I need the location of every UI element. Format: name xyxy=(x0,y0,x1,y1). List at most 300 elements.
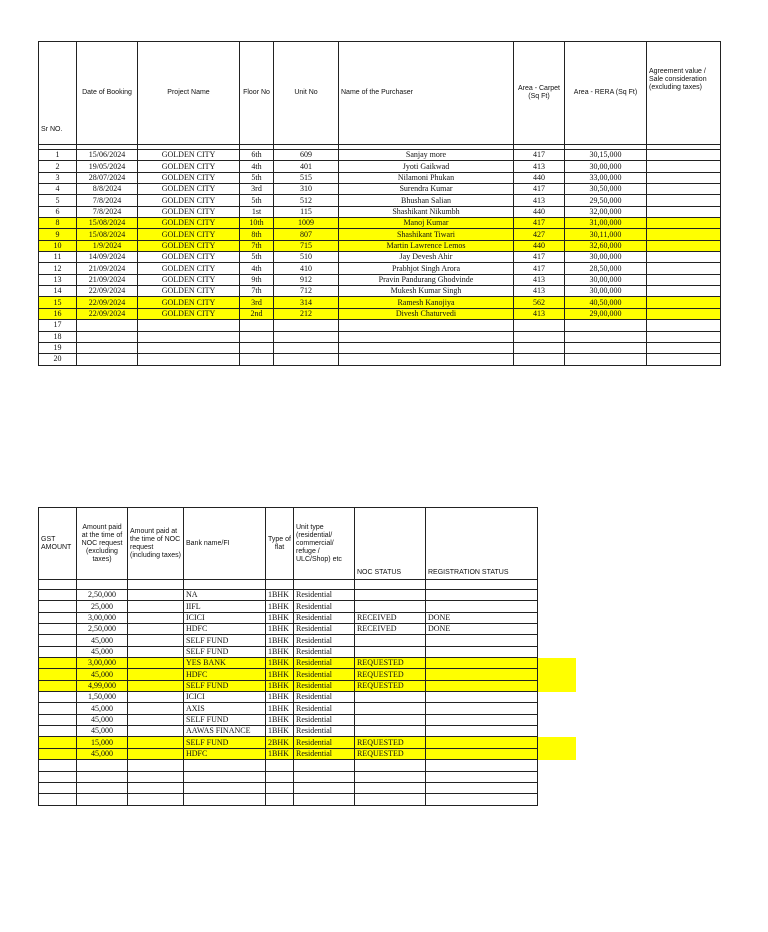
cell-unit xyxy=(274,354,339,365)
cell-sr-no: 8 xyxy=(39,218,77,229)
cell-sr-no: 13 xyxy=(39,274,77,285)
highlight-band xyxy=(538,658,576,669)
cell-bank-name: AXIS xyxy=(184,703,266,714)
table-row xyxy=(39,218,721,229)
cell-amount-paid-incl xyxy=(128,646,184,657)
cell-registration-status xyxy=(426,680,538,691)
cell-flat-type: 1BHK xyxy=(266,748,294,759)
cell-area-rera xyxy=(565,331,647,342)
cell-area-carpet: 440 xyxy=(514,206,565,217)
table-row xyxy=(39,726,538,737)
cell-area-carpet: 417 xyxy=(514,263,565,274)
cell-amount-paid xyxy=(77,794,128,805)
cell-unit xyxy=(274,342,339,353)
cell-date: 21/09/2024 xyxy=(77,274,138,285)
cell-unit: 515 xyxy=(274,172,339,183)
cell-area-rera: 32,00,000 xyxy=(565,206,647,217)
table-row xyxy=(39,590,538,601)
cell-sr-no: 5 xyxy=(39,195,77,206)
table-row xyxy=(39,308,721,319)
cell-bank-name: SELF FUND xyxy=(184,714,266,725)
cell-date: 15/08/2024 xyxy=(77,218,138,229)
cell-floor: 4th xyxy=(240,263,274,274)
cell-unit-type: Residential xyxy=(294,624,355,635)
cell-bank-name: SELF FUND xyxy=(184,737,266,748)
cell-unit-type: Residential xyxy=(294,646,355,657)
table-row xyxy=(39,240,721,251)
cell-amount-paid-incl xyxy=(128,669,184,680)
cell-unit xyxy=(274,320,339,331)
table-row xyxy=(39,669,538,680)
cell-bank-name: SELF FUND xyxy=(184,635,266,646)
cell-gst-amount xyxy=(39,612,77,623)
cell-amount-paid-incl xyxy=(128,726,184,737)
cell-date: 19/05/2024 xyxy=(77,161,138,172)
cell-gst-amount xyxy=(39,771,77,782)
cell-floor: 7th xyxy=(240,286,274,297)
cell-project xyxy=(138,331,240,342)
cell-area-carpet: 562 xyxy=(514,297,565,308)
cell-area-carpet xyxy=(514,331,565,342)
cell-purchaser: Jyoti Gaikwad xyxy=(339,161,514,172)
cell-purchaser: Sanjay more xyxy=(339,150,514,161)
cell-unit: 609 xyxy=(274,150,339,161)
cell-floor: 5th xyxy=(240,195,274,206)
cell-registration-status xyxy=(426,714,538,725)
cell-bank-name: SELF FUND xyxy=(184,646,266,657)
cell-area-carpet: 413 xyxy=(514,195,565,206)
cell-floor xyxy=(240,354,274,365)
cell-flat-type: 2BHK xyxy=(266,737,294,748)
cell-amount-paid-incl xyxy=(128,680,184,691)
cell-bank-name xyxy=(184,760,266,771)
cell-area-rera: 32,60,000 xyxy=(565,240,647,251)
cell-area-rera: 31,00,000 xyxy=(565,218,647,229)
cell-amount-paid-incl xyxy=(128,771,184,782)
payments-header-row xyxy=(39,508,538,580)
cell-area-rera: 30,15,000 xyxy=(565,150,647,161)
cell-unit-type xyxy=(294,771,355,782)
cell-gst-amount xyxy=(39,590,77,601)
cell-agreement-value xyxy=(647,354,721,365)
cell-project: GOLDEN CITY xyxy=(138,263,240,274)
cell-sr-no: 10 xyxy=(39,240,77,251)
cell-registration-status xyxy=(426,590,538,601)
cell-unit-type: Residential xyxy=(294,737,355,748)
cell-unit: 912 xyxy=(274,274,339,285)
cell-bank-name: NA xyxy=(184,590,266,601)
cell-purchaser xyxy=(339,320,514,331)
cell-area-rera: 30,00,000 xyxy=(565,252,647,263)
cell-area-carpet: 413 xyxy=(514,308,565,319)
cell-date: 22/09/2024 xyxy=(77,286,138,297)
cell-gst-amount xyxy=(39,646,77,657)
cell-registration-status xyxy=(426,726,538,737)
cell-amount-paid: 45,000 xyxy=(77,714,128,725)
cell-registration-status xyxy=(426,692,538,703)
cell-area-carpet xyxy=(514,342,565,353)
cell-flat-type: 1BHK xyxy=(266,703,294,714)
cell-project: GOLDEN CITY xyxy=(138,240,240,251)
cell-purchaser: Surendra Kumar xyxy=(339,184,514,195)
cell-amount-paid: 45,000 xyxy=(77,635,128,646)
cell-gst-amount xyxy=(39,635,77,646)
cell-noc-status: RECEIVED xyxy=(355,612,426,623)
cell-amount-paid: 4,99,000 xyxy=(77,680,128,691)
cell-project xyxy=(138,342,240,353)
cell-date: 14/09/2024 xyxy=(77,252,138,263)
cell-unit: 807 xyxy=(274,229,339,240)
cell-noc-status: REQUESTED xyxy=(355,658,426,669)
cell-project: GOLDEN CITY xyxy=(138,297,240,308)
cell-amount-paid: 15,000 xyxy=(77,737,128,748)
cell-amount-paid: 2,50,000 xyxy=(77,624,128,635)
cell-floor: 3rd xyxy=(240,184,274,195)
cell-unit: 1009 xyxy=(274,218,339,229)
cell-flat-type: 1BHK xyxy=(266,646,294,657)
cell-project xyxy=(138,354,240,365)
cell-project xyxy=(138,320,240,331)
cell-unit: 314 xyxy=(274,297,339,308)
cell-area-carpet xyxy=(514,354,565,365)
table-row xyxy=(39,184,721,195)
table-row xyxy=(39,274,721,285)
table-row xyxy=(39,286,721,297)
cell-floor: 7th xyxy=(240,240,274,251)
cell-gst-amount xyxy=(39,794,77,805)
cell-agreement-value xyxy=(647,252,721,263)
cell-agreement-value xyxy=(647,218,721,229)
cell-bank-name: ICICI xyxy=(184,612,266,623)
cell-date: 15/06/2024 xyxy=(77,150,138,161)
cell-registration-status xyxy=(426,703,538,714)
highlight-band xyxy=(538,669,576,680)
cell-unit-type: Residential xyxy=(294,635,355,646)
cell-agreement-value xyxy=(647,229,721,240)
cell-agreement-value xyxy=(647,195,721,206)
cell-date: 7/8/2024 xyxy=(77,206,138,217)
cell-noc-status xyxy=(355,726,426,737)
cell-date: 22/09/2024 xyxy=(77,297,138,308)
cell-area-rera: 40,50,000 xyxy=(565,297,647,308)
cell-agreement-value xyxy=(647,308,721,319)
cell-amount-paid: 2,50,000 xyxy=(77,590,128,601)
cell-date: 8/8/2024 xyxy=(77,184,138,195)
cell-gst-amount xyxy=(39,601,77,612)
cell-gst-amount xyxy=(39,726,77,737)
cell-unit-type: Residential xyxy=(294,658,355,669)
header-amount-paid-including: Amount paid at the time of NOC request (including taxes) xyxy=(128,508,184,580)
cell-project: GOLDEN CITY xyxy=(138,274,240,285)
cell-sr-no: 20 xyxy=(39,354,77,365)
cell-floor: 3rd xyxy=(240,297,274,308)
cell-unit-type: Residential xyxy=(294,601,355,612)
cell-unit: 115 xyxy=(274,206,339,217)
header-unit-type: Unit type (residential/ commercial/ refuge / ULC/Shop) etc xyxy=(294,508,355,580)
cell-sr-no: 15 xyxy=(39,297,77,308)
cell-gst-amount xyxy=(39,737,77,748)
table-row xyxy=(39,737,538,748)
cell-flat-type: 1BHK xyxy=(266,612,294,623)
cell-noc-status: REQUESTED xyxy=(355,669,426,680)
cell-gst-amount xyxy=(39,703,77,714)
cell-noc-status xyxy=(355,794,426,805)
table-row xyxy=(39,703,538,714)
table-row xyxy=(39,771,538,782)
table-row xyxy=(39,263,721,274)
header-registration-status: REGISTRATION STATUS xyxy=(426,508,538,580)
table-row xyxy=(39,206,721,217)
cell-purchaser: Ramesh Kanojiya xyxy=(339,297,514,308)
header-area-rera: Area - RERA (Sq Ft) xyxy=(565,42,647,145)
cell-purchaser xyxy=(339,342,514,353)
highlight-band xyxy=(538,680,576,691)
cell-registration-status xyxy=(426,601,538,612)
cell-floor: 4th xyxy=(240,161,274,172)
cell-flat-type xyxy=(266,794,294,805)
cell-gst-amount xyxy=(39,624,77,635)
cell-area-carpet: 413 xyxy=(514,161,565,172)
cell-registration-status xyxy=(426,737,538,748)
cell-area-rera: 29,50,000 xyxy=(565,195,647,206)
cell-purchaser: Pravin Pandurang Ghodvinde xyxy=(339,274,514,285)
cell-flat-type: 1BHK xyxy=(266,669,294,680)
cell-area-rera: 29,00,000 xyxy=(565,308,647,319)
cell-amount-paid: 3,00,000 xyxy=(77,612,128,623)
cell-amount-paid: 45,000 xyxy=(77,669,128,680)
bookings-body xyxy=(39,150,721,366)
cell-date xyxy=(77,342,138,353)
cell-noc-status xyxy=(355,590,426,601)
header-floor-no: Floor No xyxy=(240,42,274,145)
cell-registration-status xyxy=(426,748,538,759)
header-noc-status: NOC STATUS xyxy=(355,508,426,580)
cell-agreement-value xyxy=(647,206,721,217)
bookings-table xyxy=(38,41,721,366)
cell-purchaser: Prabhjot Singh Arora xyxy=(339,263,514,274)
table-row xyxy=(39,229,721,240)
header-date-of-booking: Date of Booking xyxy=(77,42,138,145)
cell-amount-paid-incl xyxy=(128,703,184,714)
cell-purchaser: Mukesh Kumar Singh xyxy=(339,286,514,297)
cell-amount-paid xyxy=(77,760,128,771)
table-row xyxy=(39,658,538,669)
cell-bank-name xyxy=(184,771,266,782)
cell-area-carpet: 417 xyxy=(514,218,565,229)
cell-registration-status xyxy=(426,782,538,793)
cell-gst-amount xyxy=(39,658,77,669)
cell-agreement-value xyxy=(647,184,721,195)
cell-bank-name: HDFC xyxy=(184,624,266,635)
cell-area-carpet: 417 xyxy=(514,184,565,195)
cell-gst-amount xyxy=(39,669,77,680)
cell-noc-status: RECEIVED xyxy=(355,624,426,635)
cell-flat-type xyxy=(266,760,294,771)
cell-noc-status xyxy=(355,771,426,782)
cell-noc-status: REQUESTED xyxy=(355,737,426,748)
cell-amount-paid-incl xyxy=(128,612,184,623)
cell-unit-type: Residential xyxy=(294,680,355,691)
header-unit-no: Unit No xyxy=(274,42,339,145)
cell-sr-no: 11 xyxy=(39,252,77,263)
cell-area-rera: 30,11,000 xyxy=(565,229,647,240)
cell-bank-name: HDFC xyxy=(184,669,266,680)
cell-agreement-value xyxy=(647,274,721,285)
cell-registration-status xyxy=(426,658,538,669)
cell-date xyxy=(77,354,138,365)
table-row xyxy=(39,635,538,646)
cell-unit-type: Residential xyxy=(294,703,355,714)
cell-area-carpet: 440 xyxy=(514,172,565,183)
cell-floor xyxy=(240,342,274,353)
cell-sr-no: 1 xyxy=(39,150,77,161)
cell-project: GOLDEN CITY xyxy=(138,172,240,183)
cell-date: 28/07/2024 xyxy=(77,172,138,183)
cell-sr-no: 3 xyxy=(39,172,77,183)
cell-unit: 512 xyxy=(274,195,339,206)
cell-date: 1/9/2024 xyxy=(77,240,138,251)
cell-unit-type xyxy=(294,794,355,805)
cell-sr-no: 4 xyxy=(39,184,77,195)
cell-project: GOLDEN CITY xyxy=(138,195,240,206)
cell-agreement-value xyxy=(647,263,721,274)
cell-date xyxy=(77,320,138,331)
spacer-row xyxy=(39,580,538,590)
cell-agreement-value xyxy=(647,342,721,353)
table-row xyxy=(39,692,538,703)
cell-registration-status: DONE xyxy=(426,612,538,623)
cell-bank-name xyxy=(184,782,266,793)
header-agreement-value: Agreement value / Sale consideration (excluding taxes) xyxy=(647,42,721,145)
cell-unit-type: Residential xyxy=(294,714,355,725)
cell-project: GOLDEN CITY xyxy=(138,161,240,172)
cell-amount-paid: 45,000 xyxy=(77,703,128,714)
cell-flat-type xyxy=(266,771,294,782)
cell-area-rera: 30,50,000 xyxy=(565,184,647,195)
cell-registration-status xyxy=(426,635,538,646)
cell-unit-type: Residential xyxy=(294,692,355,703)
cell-bank-name: YES BANK xyxy=(184,658,266,669)
cell-date: 15/08/2024 xyxy=(77,229,138,240)
cell-registration-status xyxy=(426,760,538,771)
cell-bank-name: AAWAS FINANCE xyxy=(184,726,266,737)
cell-amount-paid-incl xyxy=(128,760,184,771)
highlight-band xyxy=(538,737,576,748)
cell-date xyxy=(77,331,138,342)
table-row xyxy=(39,297,721,308)
cell-unit-type: Residential xyxy=(294,669,355,680)
cell-sr-no: 16 xyxy=(39,308,77,319)
table-row xyxy=(39,612,538,623)
cell-floor: 10th xyxy=(240,218,274,229)
cell-gst-amount xyxy=(39,782,77,793)
cell-amount-paid-incl xyxy=(128,692,184,703)
header-gst-amount: GST AMOUNT xyxy=(39,508,77,580)
cell-purchaser: Manoj Kumar xyxy=(339,218,514,229)
cell-floor: 1st xyxy=(240,206,274,217)
cell-bank-name: HDFC xyxy=(184,748,266,759)
cell-project: GOLDEN CITY xyxy=(138,218,240,229)
cell-floor: 6th xyxy=(240,150,274,161)
payments-body xyxy=(39,590,538,806)
cell-project: GOLDEN CITY xyxy=(138,252,240,263)
cell-area-rera: 30,00,000 xyxy=(565,286,647,297)
cell-agreement-value xyxy=(647,172,721,183)
cell-flat-type: 1BHK xyxy=(266,692,294,703)
cell-date: 21/09/2024 xyxy=(77,263,138,274)
cell-floor: 5th xyxy=(240,252,274,263)
cell-amount-paid-incl xyxy=(128,635,184,646)
cell-amount-paid-incl xyxy=(128,590,184,601)
cell-amount-paid: 45,000 xyxy=(77,646,128,657)
cell-purchaser: Jay Devesh Ahir xyxy=(339,252,514,263)
cell-project: GOLDEN CITY xyxy=(138,286,240,297)
cell-gst-amount xyxy=(39,714,77,725)
cell-project: GOLDEN CITY xyxy=(138,150,240,161)
cell-purchaser: Bhushan Salian xyxy=(339,195,514,206)
table-row xyxy=(39,354,721,365)
cell-unit: 712 xyxy=(274,286,339,297)
cell-sr-no: 6 xyxy=(39,206,77,217)
cell-flat-type: 1BHK xyxy=(266,624,294,635)
cell-gst-amount xyxy=(39,692,77,703)
cell-floor xyxy=(240,320,274,331)
cell-floor xyxy=(240,331,274,342)
cell-sr-no: 2 xyxy=(39,161,77,172)
cell-noc-status xyxy=(355,703,426,714)
cell-flat-type: 1BHK xyxy=(266,714,294,725)
cell-gst-amount xyxy=(39,760,77,771)
cell-area-carpet: 417 xyxy=(514,150,565,161)
cell-area-carpet: 413 xyxy=(514,274,565,285)
cell-amount-paid-incl xyxy=(128,601,184,612)
cell-area-rera xyxy=(565,342,647,353)
cell-purchaser: Martin Lawrence Lemos xyxy=(339,240,514,251)
cell-area-carpet: 427 xyxy=(514,229,565,240)
table-row xyxy=(39,172,721,183)
cell-agreement-value xyxy=(647,150,721,161)
header-type-of-flat: Type of flat xyxy=(266,508,294,580)
cell-area-rera: 30,00,000 xyxy=(565,161,647,172)
cell-sr-no: 9 xyxy=(39,229,77,240)
cell-unit: 715 xyxy=(274,240,339,251)
table-row xyxy=(39,195,721,206)
cell-sr-no: 18 xyxy=(39,331,77,342)
cell-unit: 212 xyxy=(274,308,339,319)
header-bank-name: Bank name/FI xyxy=(184,508,266,580)
cell-purchaser: Divesh Chaturvedi xyxy=(339,308,514,319)
payments-table xyxy=(38,507,538,806)
cell-agreement-value xyxy=(647,320,721,331)
cell-unit: 510 xyxy=(274,252,339,263)
header-amount-paid-excluding: Amount paid at the time of NOC request (excluding taxes) xyxy=(77,508,128,580)
cell-area-rera xyxy=(565,354,647,365)
table-row xyxy=(39,161,721,172)
table-row xyxy=(39,342,721,353)
cell-unit: 310 xyxy=(274,184,339,195)
cell-amount-paid-incl xyxy=(128,624,184,635)
cell-area-rera: 28,50,000 xyxy=(565,263,647,274)
cell-area-rera: 33,00,000 xyxy=(565,172,647,183)
cell-agreement-value xyxy=(647,240,721,251)
cell-area-rera: 30,00,000 xyxy=(565,274,647,285)
cell-unit-type: Residential xyxy=(294,748,355,759)
cell-purchaser xyxy=(339,331,514,342)
table-row xyxy=(39,601,538,612)
cell-floor: 2nd xyxy=(240,308,274,319)
header-area-carpet: Area - Carpet (Sq Ft) xyxy=(514,42,565,145)
table-row xyxy=(39,646,538,657)
